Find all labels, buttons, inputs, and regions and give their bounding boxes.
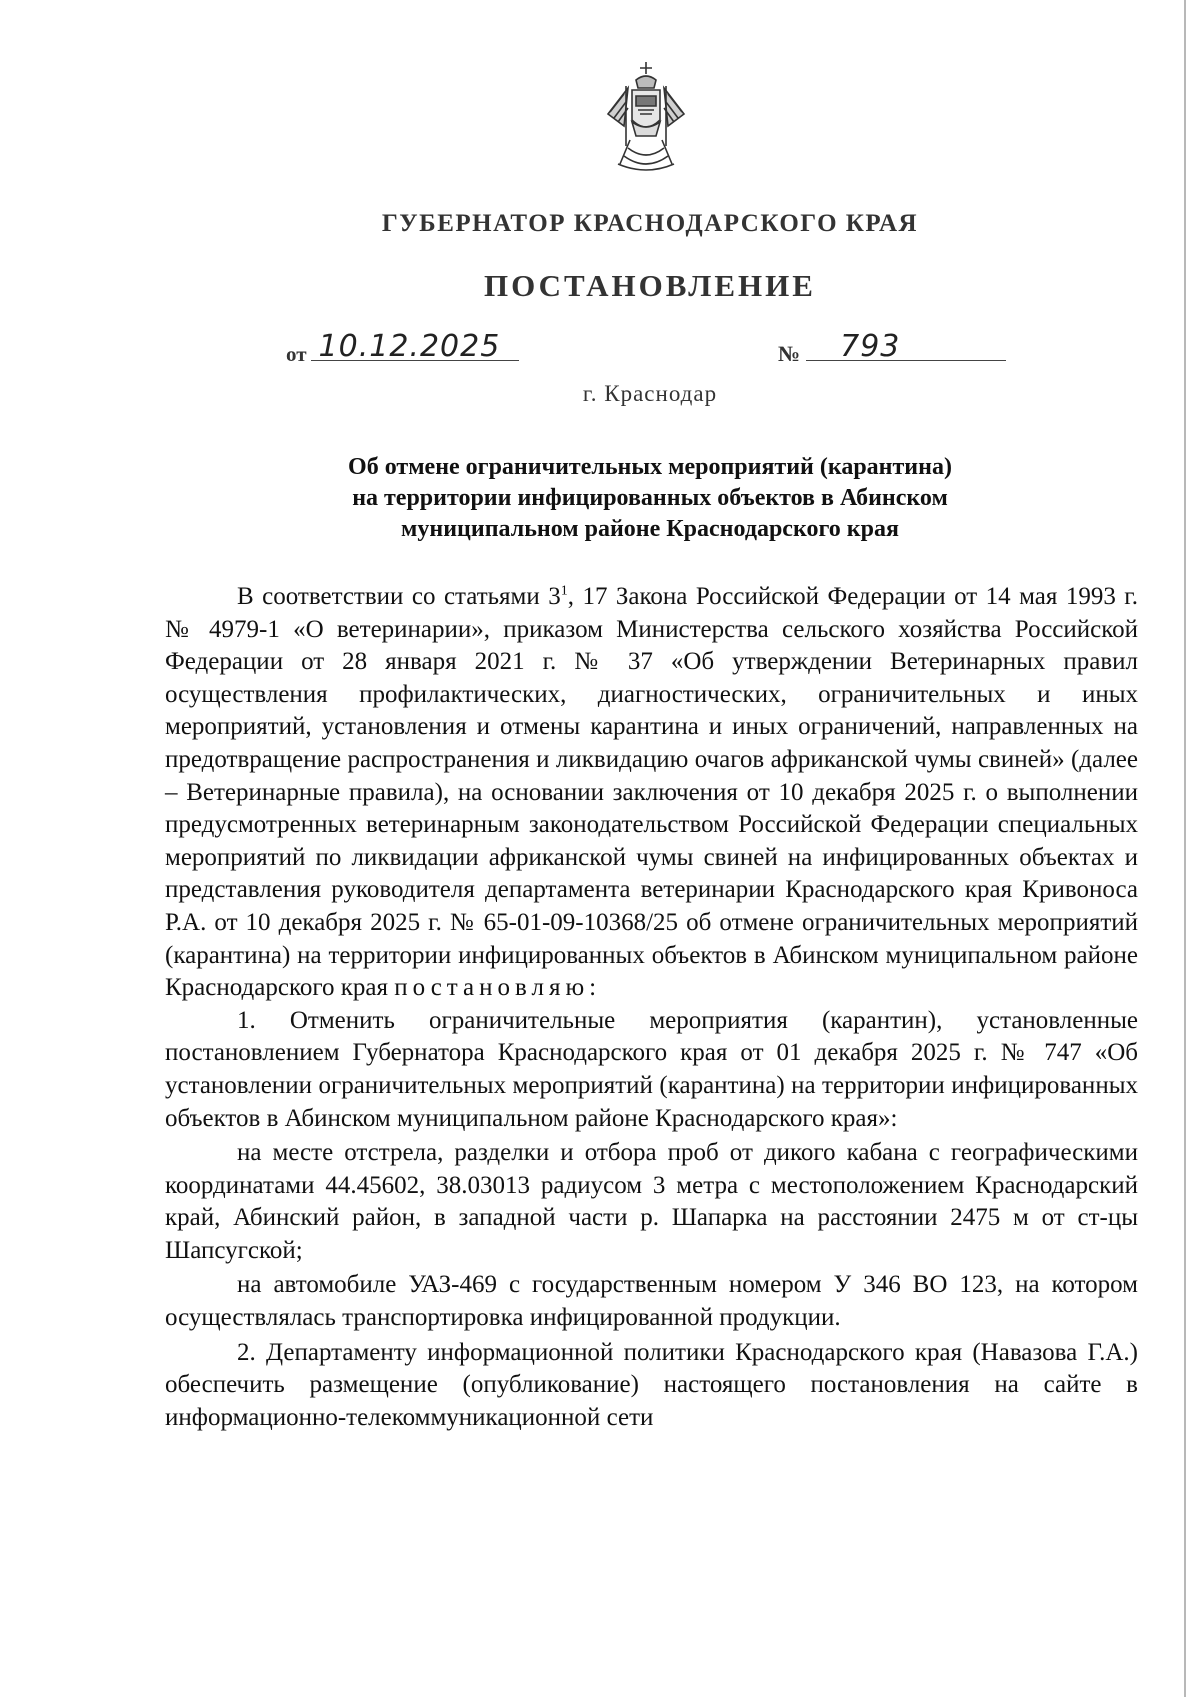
issuing-authority: ГУБЕРНАТОР КРАСНОДАРСКОГО КРАЯ [381,210,919,237]
coat-of-arms-emblem [598,56,694,184]
clause-1-item-vehicle: на автомобиле УАЗ-469 с государственным номером У 346 ВО 123, на котором осуществлялась транспортировка инфицированной продукции. [165,1271,1138,1332]
title-line-3: муниципальном районе Краснодарского края [401,516,899,542]
article-superscript: 1 [560,583,568,599]
number-field [778,329,1006,367]
clause-1-item-site: на месте отстрела, разделки и отбора проб от дикого кабана с географическими координатами 44.45602, 38.03013 радиусом 3 метра с местоположением Краснодарский край, Абинский район, в западной части р. Шапарка на расстоянии 2475 м от ст-цы Шапсугской; [165,1139,1138,1264]
handwritten-number: 793 [840,329,901,364]
number-line [806,329,1006,364]
preamble-text-end: : [589,974,597,1002]
resolution-word: постановляю [394,974,590,1002]
title-line-2: на территории инфицированных объектов в Абинском [352,485,948,511]
date-line [311,329,519,364]
document-type: ПОСТАНОВЛЕНИЕ [484,268,816,303]
clause-1-paragraph: 1. Отменить ограничительные мероприятия (карантин), установленные постановлением Губернатора Краснодарского края от 01 декабря 2025 г. № 747 «Об установлении ограничительных мероприятий (карантина) на территории инфицированных объектов в Абинском муниципальном районе Краснодарского края»: [165,1006,1138,1132]
document-title [240,452,1060,545]
clause-2-paragraph: 2. Департаменту информационной политики Краснодарского края (Навазова Г.А.) обеспечить размещение (опубликование) настоящего постановления на сайте в информационно-телекоммуникационной сети [165,1338,1138,1431]
document-body [165,581,1138,1434]
handwritten-date: 10.12.2025 [318,329,501,364]
title-line-1: Об отмене ограничительных мероприятий (карантина) [348,454,952,480]
page-edge [1184,0,1186,1697]
date-field [286,329,519,367]
city: г. Краснодар [582,381,718,406]
number-label: № [778,341,801,366]
preamble-text-main: , 17 Закона Российской Федерации от 14 мая 1993 г. № 4979-1 «О ветеринарии», приказом Министерства сельского хозяйства Российской Федерации от 28 января 2021 г. № 37 «Об утверждении Ветеринарных правил осуществления профилактических, диагностических, ограничительных и иных мероприятий, установления и отмены карантина и иных ограничений, направленных на предотвращение распространения и ликвидацию очагов африканской чумы свиней» (далее – Ветеринарные правила), на основании заключения от 10 декабря 2025 г. о выполнении предусмотренных ветеринарным законодательством Российской Федерации специальных мероприятий по ликвидации африканской чумы свиней на инфицированных объектах и представления руководителя департамента ветеринарии Краснодарского края Кривоноса Р.А. от 10 декабря 2025 г. № 65-01-09-10368/25 об отмене ограничительных мероприятий (карантина) на территории инфицированных объектов в Абинском муниципальном районе Краснодарского края [165,583,1138,1002]
preamble-text-start: В соответствии со статьями 3 [237,583,561,610]
preamble-paragraph [165,581,1138,1005]
date-label: от [286,342,307,366]
